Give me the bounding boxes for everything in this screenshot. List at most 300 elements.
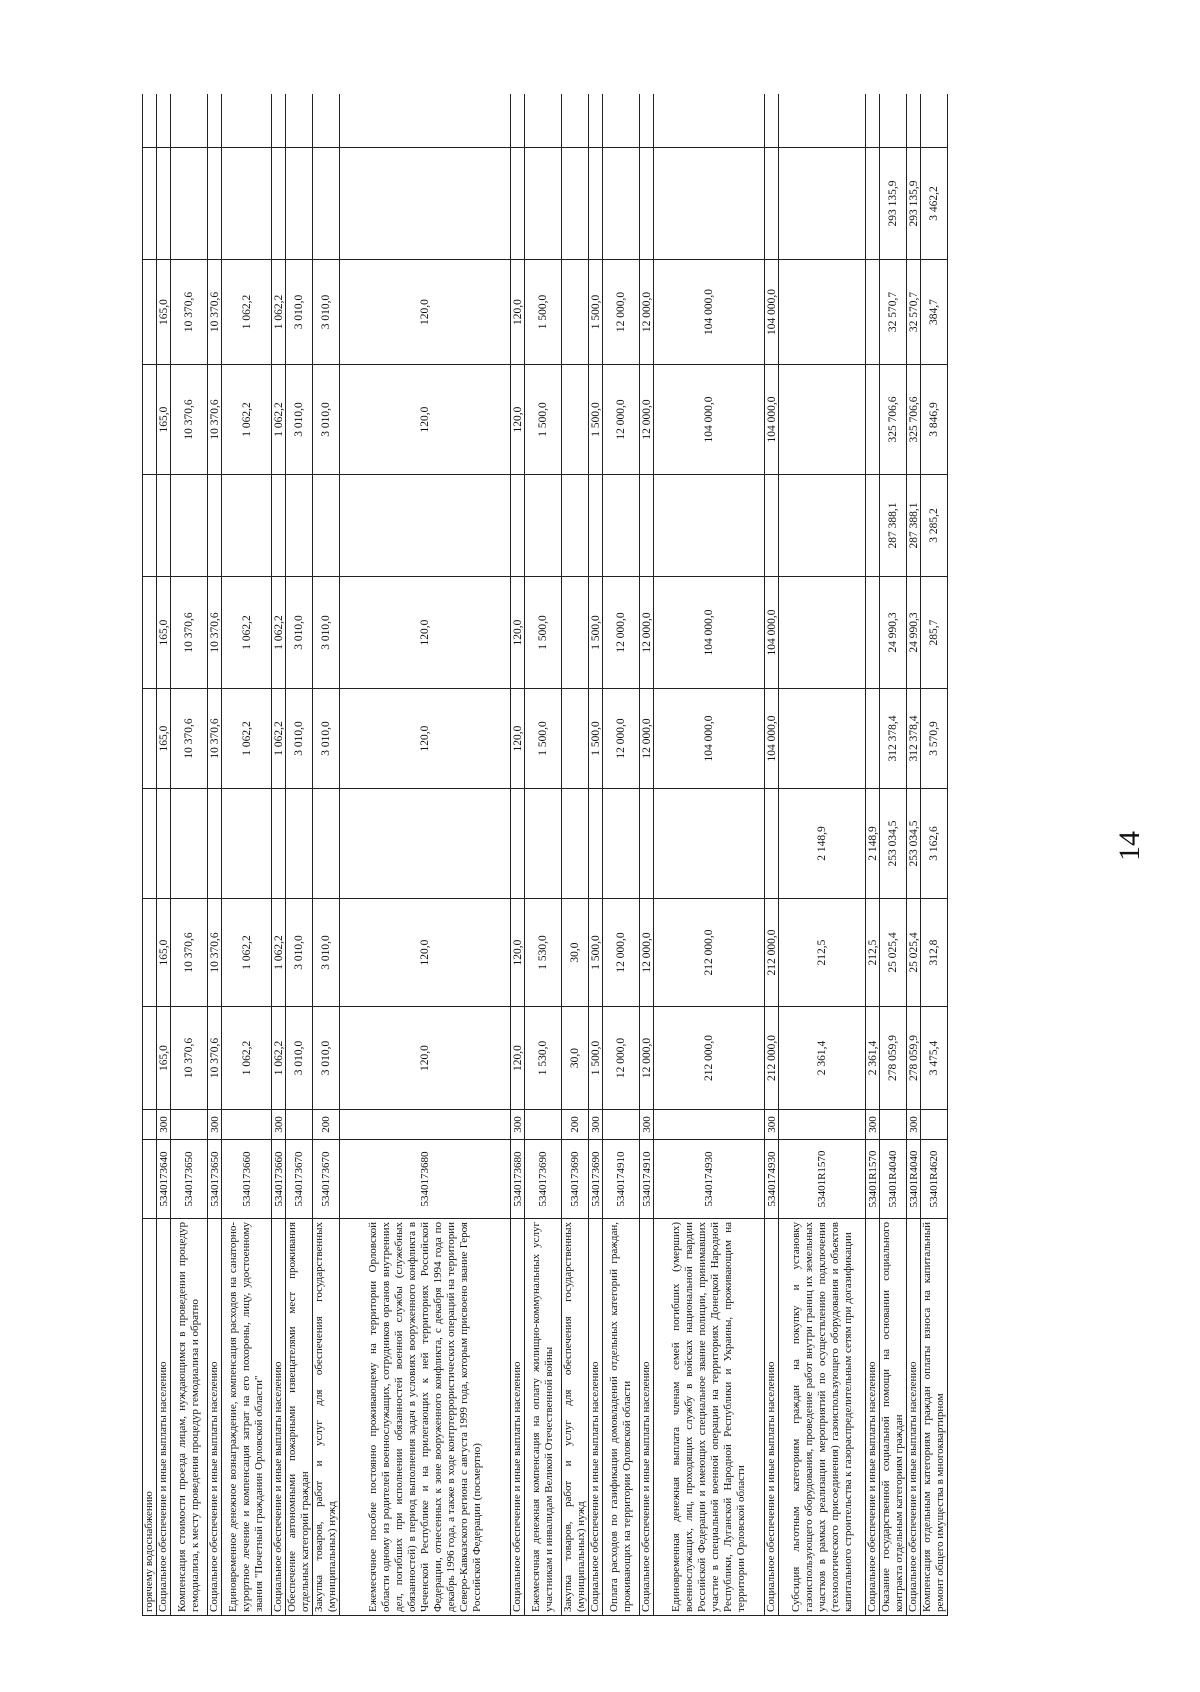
row-value: 3 010,0 bbox=[286, 260, 313, 365]
row-value bbox=[286, 94, 313, 148]
row-value bbox=[143, 689, 157, 789]
row-value: 312 378,4 bbox=[907, 689, 921, 789]
row-value: 12 000,0 bbox=[603, 1007, 640, 1110]
row-code bbox=[143, 1140, 157, 1219]
row-value: 1 500,0 bbox=[589, 260, 603, 365]
row-code: 53401R1570 bbox=[866, 1140, 880, 1219]
row-value: 10 370,6 bbox=[171, 1007, 208, 1110]
row-expense-type: 300 bbox=[866, 1110, 880, 1140]
row-description: Социальное обеспечение и иные выплаты населению bbox=[866, 1219, 880, 1616]
table-row bbox=[511, 94, 525, 1616]
row-value bbox=[143, 94, 157, 148]
row-value: 1 500,0 bbox=[589, 689, 603, 789]
row-expense-type: 300 bbox=[157, 1110, 171, 1140]
row-value bbox=[640, 475, 654, 577]
row-value: 10 370,6 bbox=[171, 260, 208, 365]
row-code: 5340173690 bbox=[562, 1140, 589, 1219]
row-value: 10 370,6 bbox=[208, 260, 222, 365]
row-code: 53401R4040 bbox=[880, 1140, 907, 1219]
row-value bbox=[779, 94, 866, 148]
row-value bbox=[779, 260, 866, 365]
row-value: 1 062,2 bbox=[222, 577, 272, 689]
row-value bbox=[143, 260, 157, 365]
row-code: 5340174910 bbox=[640, 1140, 654, 1219]
row-value: 120,0 bbox=[511, 1007, 525, 1110]
table-row bbox=[562, 94, 589, 1616]
row-value bbox=[511, 789, 525, 899]
row-value bbox=[171, 789, 208, 899]
row-value: 10 370,6 bbox=[171, 577, 208, 689]
row-value: 10 370,6 bbox=[171, 899, 208, 1007]
row-value: 10 370,6 bbox=[171, 365, 208, 475]
row-value bbox=[866, 475, 880, 577]
row-value bbox=[143, 148, 157, 260]
table-row bbox=[866, 94, 880, 1616]
row-value: 1 500,0 bbox=[589, 365, 603, 475]
row-description: Компенсация отдельным категориям граждан оплаты взноса на капитальный ремонт общего имущества в многоквартирном bbox=[921, 1219, 948, 1616]
rotated-table-content bbox=[142, 94, 1142, 1616]
row-value: 10 370,6 bbox=[208, 689, 222, 789]
row-description: Оплата расходов по газификации домовладений отдельных категорий граждан, проживающих на территории Орловской области bbox=[603, 1219, 640, 1616]
row-value bbox=[272, 789, 286, 899]
row-expense-type bbox=[525, 1110, 562, 1140]
row-value: 312 378,4 bbox=[880, 689, 907, 789]
row-value bbox=[765, 148, 779, 260]
row-value: 253 034,5 bbox=[880, 789, 907, 899]
row-value: 120,0 bbox=[340, 365, 511, 475]
row-value: 3 010,0 bbox=[286, 1007, 313, 1110]
row-value bbox=[143, 577, 157, 689]
row-value bbox=[866, 94, 880, 148]
row-value bbox=[208, 148, 222, 260]
row-description: Социальное обеспечение и иные выплаты населению bbox=[907, 1219, 921, 1616]
row-value bbox=[562, 577, 589, 689]
row-expense-type: 300 bbox=[208, 1110, 222, 1140]
row-expense-type: 200 bbox=[313, 1110, 340, 1140]
row-value: 1 530,0 bbox=[525, 1007, 562, 1110]
row-value: 1 062,2 bbox=[272, 365, 286, 475]
row-value: 287 388,1 bbox=[880, 475, 907, 577]
row-value: 1 062,2 bbox=[272, 899, 286, 1007]
row-value: 165,0 bbox=[157, 689, 171, 789]
row-value: 104 000,0 bbox=[654, 577, 765, 689]
row-value bbox=[143, 475, 157, 577]
row-description: Социальное обеспечение и иные выплаты населению bbox=[589, 1219, 603, 1616]
row-expense-type bbox=[340, 1110, 511, 1140]
row-value bbox=[208, 789, 222, 899]
row-value bbox=[562, 260, 589, 365]
row-value: 165,0 bbox=[157, 260, 171, 365]
row-value bbox=[143, 365, 157, 475]
row-code: 5340173670 bbox=[286, 1140, 313, 1219]
row-value: 2 361,4 bbox=[779, 1007, 866, 1110]
row-value: 120,0 bbox=[340, 1007, 511, 1110]
row-value bbox=[286, 789, 313, 899]
rotated-table-area bbox=[142, 94, 1142, 1616]
table-row bbox=[286, 94, 313, 1616]
row-value bbox=[222, 475, 272, 577]
row-value: 312,8 bbox=[921, 899, 948, 1007]
row-description: Оказание государственной социальной помощи на основании социального контракта отдельным категориям граждан bbox=[880, 1219, 907, 1616]
row-code: 5340173680 bbox=[340, 1140, 511, 1219]
row-code: 5340173660 bbox=[272, 1140, 286, 1219]
row-description: Социальное обеспечение и иные выплаты населению bbox=[765, 1219, 779, 1616]
row-value bbox=[866, 260, 880, 365]
row-value: 104 000,0 bbox=[765, 260, 779, 365]
row-value bbox=[222, 789, 272, 899]
row-value: 12 000,0 bbox=[640, 899, 654, 1007]
row-value: 12 000,0 bbox=[603, 689, 640, 789]
row-value bbox=[589, 148, 603, 260]
row-value: 212,5 bbox=[866, 899, 880, 1007]
row-value: 3 846,9 bbox=[921, 365, 948, 475]
row-expense-type bbox=[286, 1110, 313, 1140]
row-value: 1 062,2 bbox=[222, 689, 272, 789]
row-value: 3 285,2 bbox=[921, 475, 948, 577]
row-code: 53401R1570 bbox=[779, 1140, 866, 1219]
row-value: 212 000,0 bbox=[765, 899, 779, 1007]
row-value: 212 000,0 bbox=[765, 1007, 779, 1110]
row-value bbox=[286, 148, 313, 260]
row-value: 104 000,0 bbox=[654, 689, 765, 789]
row-value bbox=[208, 94, 222, 148]
row-value: 278 059,9 bbox=[907, 1007, 921, 1110]
row-value bbox=[525, 789, 562, 899]
row-value: 1 062,2 bbox=[222, 899, 272, 1007]
row-value: 12 000,0 bbox=[640, 577, 654, 689]
row-expense-type bbox=[654, 1110, 765, 1140]
row-value bbox=[171, 475, 208, 577]
row-value bbox=[562, 475, 589, 577]
row-value bbox=[907, 94, 921, 148]
row-value bbox=[603, 94, 640, 148]
row-value: 3 010,0 bbox=[313, 577, 340, 689]
row-value bbox=[654, 148, 765, 260]
row-value: 1 530,0 bbox=[525, 899, 562, 1007]
row-value: 1 500,0 bbox=[589, 577, 603, 689]
row-expense-type: 300 bbox=[272, 1110, 286, 1140]
row-value bbox=[157, 148, 171, 260]
row-value: 104 000,0 bbox=[765, 365, 779, 475]
row-value: 10 370,6 bbox=[208, 365, 222, 475]
row-value: 285,7 bbox=[921, 577, 948, 689]
table-row bbox=[779, 94, 866, 1616]
row-value bbox=[765, 789, 779, 899]
row-value bbox=[286, 475, 313, 577]
table-row bbox=[654, 94, 765, 1616]
row-value bbox=[779, 475, 866, 577]
row-value: 12 000,0 bbox=[603, 577, 640, 689]
row-description: Закупка товаров, работ и услуг для обеспечения государственных (муниципальных) нужд bbox=[313, 1219, 340, 1616]
row-expense-type bbox=[921, 1110, 948, 1140]
table-row bbox=[525, 94, 562, 1616]
row-value bbox=[562, 94, 589, 148]
row-value: 2 361,4 bbox=[866, 1007, 880, 1110]
row-value: 3 010,0 bbox=[313, 365, 340, 475]
row-description: Закупка товаров, работ и услуг для обеспечения государственных (муниципальных) нужд bbox=[562, 1219, 589, 1616]
row-value bbox=[313, 94, 340, 148]
row-value: 165,0 bbox=[157, 577, 171, 689]
row-code: 5340173650 bbox=[171, 1140, 208, 1219]
row-value bbox=[654, 789, 765, 899]
row-value: 253 034,5 bbox=[907, 789, 921, 899]
page-number: 14 bbox=[1113, 831, 1146, 861]
row-description: Единовременное денежное вознаграждение, компенсация расходов на санаторно-курортное лечение и компенсация затрат на его похороны, лицу, удостоенному звания "Почетный гражданин Орловской области" bbox=[222, 1219, 272, 1616]
row-value: 293 135,9 bbox=[907, 148, 921, 260]
row-value: 25 025,4 bbox=[907, 899, 921, 1007]
row-expense-type bbox=[603, 1110, 640, 1140]
row-value: 1 500,0 bbox=[589, 1007, 603, 1110]
row-value: 30,0 bbox=[562, 899, 589, 1007]
row-expense-type bbox=[880, 1110, 907, 1140]
row-value bbox=[589, 94, 603, 148]
row-value bbox=[765, 94, 779, 148]
row-value: 3 010,0 bbox=[313, 899, 340, 1007]
row-description: Социальное обеспечение и иные выплаты населению bbox=[157, 1219, 171, 1616]
row-code: 5340173660 bbox=[222, 1140, 272, 1219]
row-value: 1 500,0 bbox=[525, 365, 562, 475]
row-value bbox=[866, 148, 880, 260]
row-code: 5340173670 bbox=[313, 1140, 340, 1219]
row-value: 3 010,0 bbox=[313, 1007, 340, 1110]
row-value bbox=[880, 94, 907, 148]
row-value: 2 148,9 bbox=[866, 789, 880, 899]
row-value: 3 475,4 bbox=[921, 1007, 948, 1110]
row-description: Социальное обеспечение и иные выплаты населению bbox=[208, 1219, 222, 1616]
row-value bbox=[562, 689, 589, 789]
row-value bbox=[866, 577, 880, 689]
row-value bbox=[313, 789, 340, 899]
row-value bbox=[562, 365, 589, 475]
row-value bbox=[157, 475, 171, 577]
row-value: 104 000,0 bbox=[765, 689, 779, 789]
row-value bbox=[866, 365, 880, 475]
row-value bbox=[171, 148, 208, 260]
row-code: 53401R4620 bbox=[921, 1140, 948, 1219]
table-row bbox=[143, 94, 157, 1616]
table-row bbox=[208, 94, 222, 1616]
row-value bbox=[525, 475, 562, 577]
row-value bbox=[779, 365, 866, 475]
table-row bbox=[171, 94, 208, 1616]
table-row bbox=[157, 94, 171, 1616]
row-value: 120,0 bbox=[340, 899, 511, 1007]
row-code: 53401R4040 bbox=[907, 1140, 921, 1219]
row-value: 212 000,0 bbox=[654, 1007, 765, 1110]
row-expense-type bbox=[779, 1110, 866, 1140]
row-value: 12 000,0 bbox=[640, 689, 654, 789]
row-description: Ежемесячная денежная компенсация на оплату жилищно-коммунальных услуг участникам и инвалидам Великой Отечественной войны bbox=[525, 1219, 562, 1616]
row-value: 325 706,6 bbox=[907, 365, 921, 475]
row-value: 12 000,0 bbox=[640, 260, 654, 365]
row-value: 325 706,6 bbox=[880, 365, 907, 475]
row-value bbox=[654, 94, 765, 148]
row-code: 5340174930 bbox=[654, 1140, 765, 1219]
row-value bbox=[340, 789, 511, 899]
row-value: 3 570,9 bbox=[921, 689, 948, 789]
row-value bbox=[765, 475, 779, 577]
row-description: Социальное обеспечение и иные выплаты населению bbox=[511, 1219, 525, 1616]
row-value bbox=[340, 475, 511, 577]
row-value: 104 000,0 bbox=[654, 365, 765, 475]
row-value bbox=[511, 94, 525, 148]
row-value: 1 062,2 bbox=[272, 577, 286, 689]
row-expense-type bbox=[171, 1110, 208, 1140]
row-code: 5340173690 bbox=[525, 1140, 562, 1219]
row-value bbox=[313, 475, 340, 577]
row-value: 10 370,6 bbox=[208, 1007, 222, 1110]
row-value: 287 388,1 bbox=[907, 475, 921, 577]
row-value: 1 500,0 bbox=[525, 260, 562, 365]
table-row bbox=[907, 94, 921, 1616]
row-expense-type: 300 bbox=[640, 1110, 654, 1140]
row-value: 25 025,4 bbox=[880, 899, 907, 1007]
table-row bbox=[603, 94, 640, 1616]
row-value: 1 500,0 bbox=[589, 899, 603, 1007]
row-value bbox=[525, 148, 562, 260]
row-value bbox=[640, 148, 654, 260]
row-expense-type bbox=[143, 1110, 157, 1140]
table-row bbox=[272, 94, 286, 1616]
row-description: Компенсация стоимости проезда лицам, нуждающимся в проведении процедур гемодиализа, к месту проведения процедур гемодиализа и обратно bbox=[171, 1219, 208, 1616]
row-value: 3 462,2 bbox=[921, 148, 948, 260]
row-value: 2 148,9 bbox=[779, 789, 866, 899]
row-code: 5340173680 bbox=[511, 1140, 525, 1219]
table-row bbox=[340, 94, 511, 1616]
row-value bbox=[272, 94, 286, 148]
row-value: 10 370,6 bbox=[171, 689, 208, 789]
row-value bbox=[589, 789, 603, 899]
row-value bbox=[603, 475, 640, 577]
row-value: 12 000,0 bbox=[603, 899, 640, 1007]
row-value bbox=[562, 148, 589, 260]
row-value: 165,0 bbox=[157, 899, 171, 1007]
row-value bbox=[866, 689, 880, 789]
row-value: 104 000,0 bbox=[654, 260, 765, 365]
row-value: 12 000,0 bbox=[603, 365, 640, 475]
row-code: 5340173650 bbox=[208, 1140, 222, 1219]
table-row bbox=[765, 94, 779, 1616]
row-value bbox=[640, 94, 654, 148]
row-value: 3 010,0 bbox=[286, 899, 313, 1007]
table-row bbox=[589, 94, 603, 1616]
row-value: 24 990,3 bbox=[907, 577, 921, 689]
row-value: 1 500,0 bbox=[525, 577, 562, 689]
row-description: Субсидия льготным категориям граждан на покупку и установку газоиспользующего оборудования, проведение работ внутри границ их земельных участков в рамках реализации мероприятий по осуществлению подключения (технологического присоединения) газоиспользующего оборудования и объектов капитального строительства к газораспределительным сетям при догазификации bbox=[779, 1219, 866, 1616]
row-value: 12 000,0 bbox=[640, 1007, 654, 1110]
row-description: Обеспечение автономными пожарными извещателями мест проживания отдельных категорий граждан bbox=[286, 1219, 313, 1616]
row-value: 3 010,0 bbox=[286, 689, 313, 789]
row-value bbox=[779, 577, 866, 689]
row-value: 24 990,3 bbox=[880, 577, 907, 689]
row-value bbox=[779, 689, 866, 789]
row-value bbox=[143, 1007, 157, 1110]
row-value bbox=[157, 789, 171, 899]
budget-table bbox=[142, 94, 948, 1616]
row-code: 5340174910 bbox=[603, 1140, 640, 1219]
row-description: горячему водоснабжению bbox=[143, 1219, 157, 1616]
row-value: 120,0 bbox=[340, 260, 511, 365]
row-value bbox=[157, 94, 171, 148]
row-value bbox=[525, 94, 562, 148]
row-expense-type: 200 bbox=[562, 1110, 589, 1140]
row-value: 10 370,6 bbox=[208, 577, 222, 689]
row-value: 3 010,0 bbox=[286, 577, 313, 689]
row-value bbox=[779, 148, 866, 260]
row-value bbox=[208, 475, 222, 577]
row-value bbox=[603, 148, 640, 260]
row-value: 12 000,0 bbox=[603, 260, 640, 365]
table-row bbox=[640, 94, 654, 1616]
row-description: Единовременная денежная выплата членам семей погибших (умерших) военнослужащих, лиц, проходящих службу в войсках национальной гвардии Российской Федерации и имеющих специальное звание полиции, принимавших участие в специальной военной операции на территориях Донецкой Народной Республики, Луганской Народной Республики и Украины, проживающим на территории Орловской области bbox=[654, 1219, 765, 1616]
row-description: Ежемесячное пособие постоянно проживающему на территории Орловской области одному из родителей военнослужащих, сотрудников органов внутренних дел, погибших при исполнении обязанностей военной службы (служебных обязанностей) в период выполнения задач в условиях вооруженного конфликта в Чеченской Республике и на прилегающих к ней территориях Российской Федерации, отнесенных к зоне вооруженного конфликта, с декабря 1994 года по декабрь 1996 года, а также в ходе контртеррористических операций на территории Северо-Кавказского региона с августа 1999 года, которым присвоено звание Героя Российской Федерации (посмертно) bbox=[340, 1219, 511, 1616]
row-value: 10 370,6 bbox=[208, 899, 222, 1007]
row-value: 120,0 bbox=[340, 689, 511, 789]
row-expense-type: 300 bbox=[511, 1110, 525, 1140]
row-description: Социальное обеспечение и иные выплаты населению bbox=[272, 1219, 286, 1616]
row-value bbox=[562, 789, 589, 899]
row-value bbox=[272, 148, 286, 260]
row-expense-type: 300 bbox=[765, 1110, 779, 1140]
row-value: 3 010,0 bbox=[313, 689, 340, 789]
row-value: 32 570,7 bbox=[907, 260, 921, 365]
row-value bbox=[222, 148, 272, 260]
row-value: 212,5 bbox=[779, 899, 866, 1007]
row-value: 120,0 bbox=[511, 365, 525, 475]
row-value: 32 570,7 bbox=[880, 260, 907, 365]
table-row bbox=[880, 94, 907, 1616]
row-value bbox=[589, 475, 603, 577]
row-value: 165,0 bbox=[157, 365, 171, 475]
row-value bbox=[272, 475, 286, 577]
row-expense-type bbox=[222, 1110, 272, 1140]
row-value bbox=[340, 94, 511, 148]
row-value: 1 062,2 bbox=[272, 689, 286, 789]
row-value: 278 059,9 bbox=[880, 1007, 907, 1110]
row-code: 5340173640 bbox=[157, 1140, 171, 1219]
row-value: 120,0 bbox=[340, 577, 511, 689]
row-value bbox=[654, 475, 765, 577]
row-value: 293 135,9 bbox=[880, 148, 907, 260]
row-value: 120,0 bbox=[511, 577, 525, 689]
row-expense-type: 300 bbox=[589, 1110, 603, 1140]
table-row bbox=[313, 94, 340, 1616]
row-code: 5340174930 bbox=[765, 1140, 779, 1219]
row-description: Социальное обеспечение и иные выплаты населению bbox=[640, 1219, 654, 1616]
table-row bbox=[222, 94, 272, 1616]
row-value: 30,0 bbox=[562, 1007, 589, 1110]
row-value: 12 000,0 bbox=[640, 365, 654, 475]
row-value bbox=[511, 148, 525, 260]
row-value: 3 162,6 bbox=[921, 789, 948, 899]
row-value bbox=[222, 94, 272, 148]
row-value bbox=[640, 789, 654, 899]
row-value bbox=[313, 148, 340, 260]
row-value: 1 500,0 bbox=[525, 689, 562, 789]
row-value: 120,0 bbox=[511, 899, 525, 1007]
row-value bbox=[511, 475, 525, 577]
row-value: 1 062,2 bbox=[222, 260, 272, 365]
row-value bbox=[143, 789, 157, 899]
row-value: 120,0 bbox=[511, 689, 525, 789]
row-value: 104 000,0 bbox=[765, 577, 779, 689]
row-value: 1 062,2 bbox=[222, 365, 272, 475]
row-code: 5340173690 bbox=[589, 1140, 603, 1219]
table-row bbox=[921, 94, 948, 1616]
row-value: 1 062,2 bbox=[222, 1007, 272, 1110]
table-body bbox=[143, 94, 948, 1616]
row-expense-type: 300 bbox=[907, 1110, 921, 1140]
